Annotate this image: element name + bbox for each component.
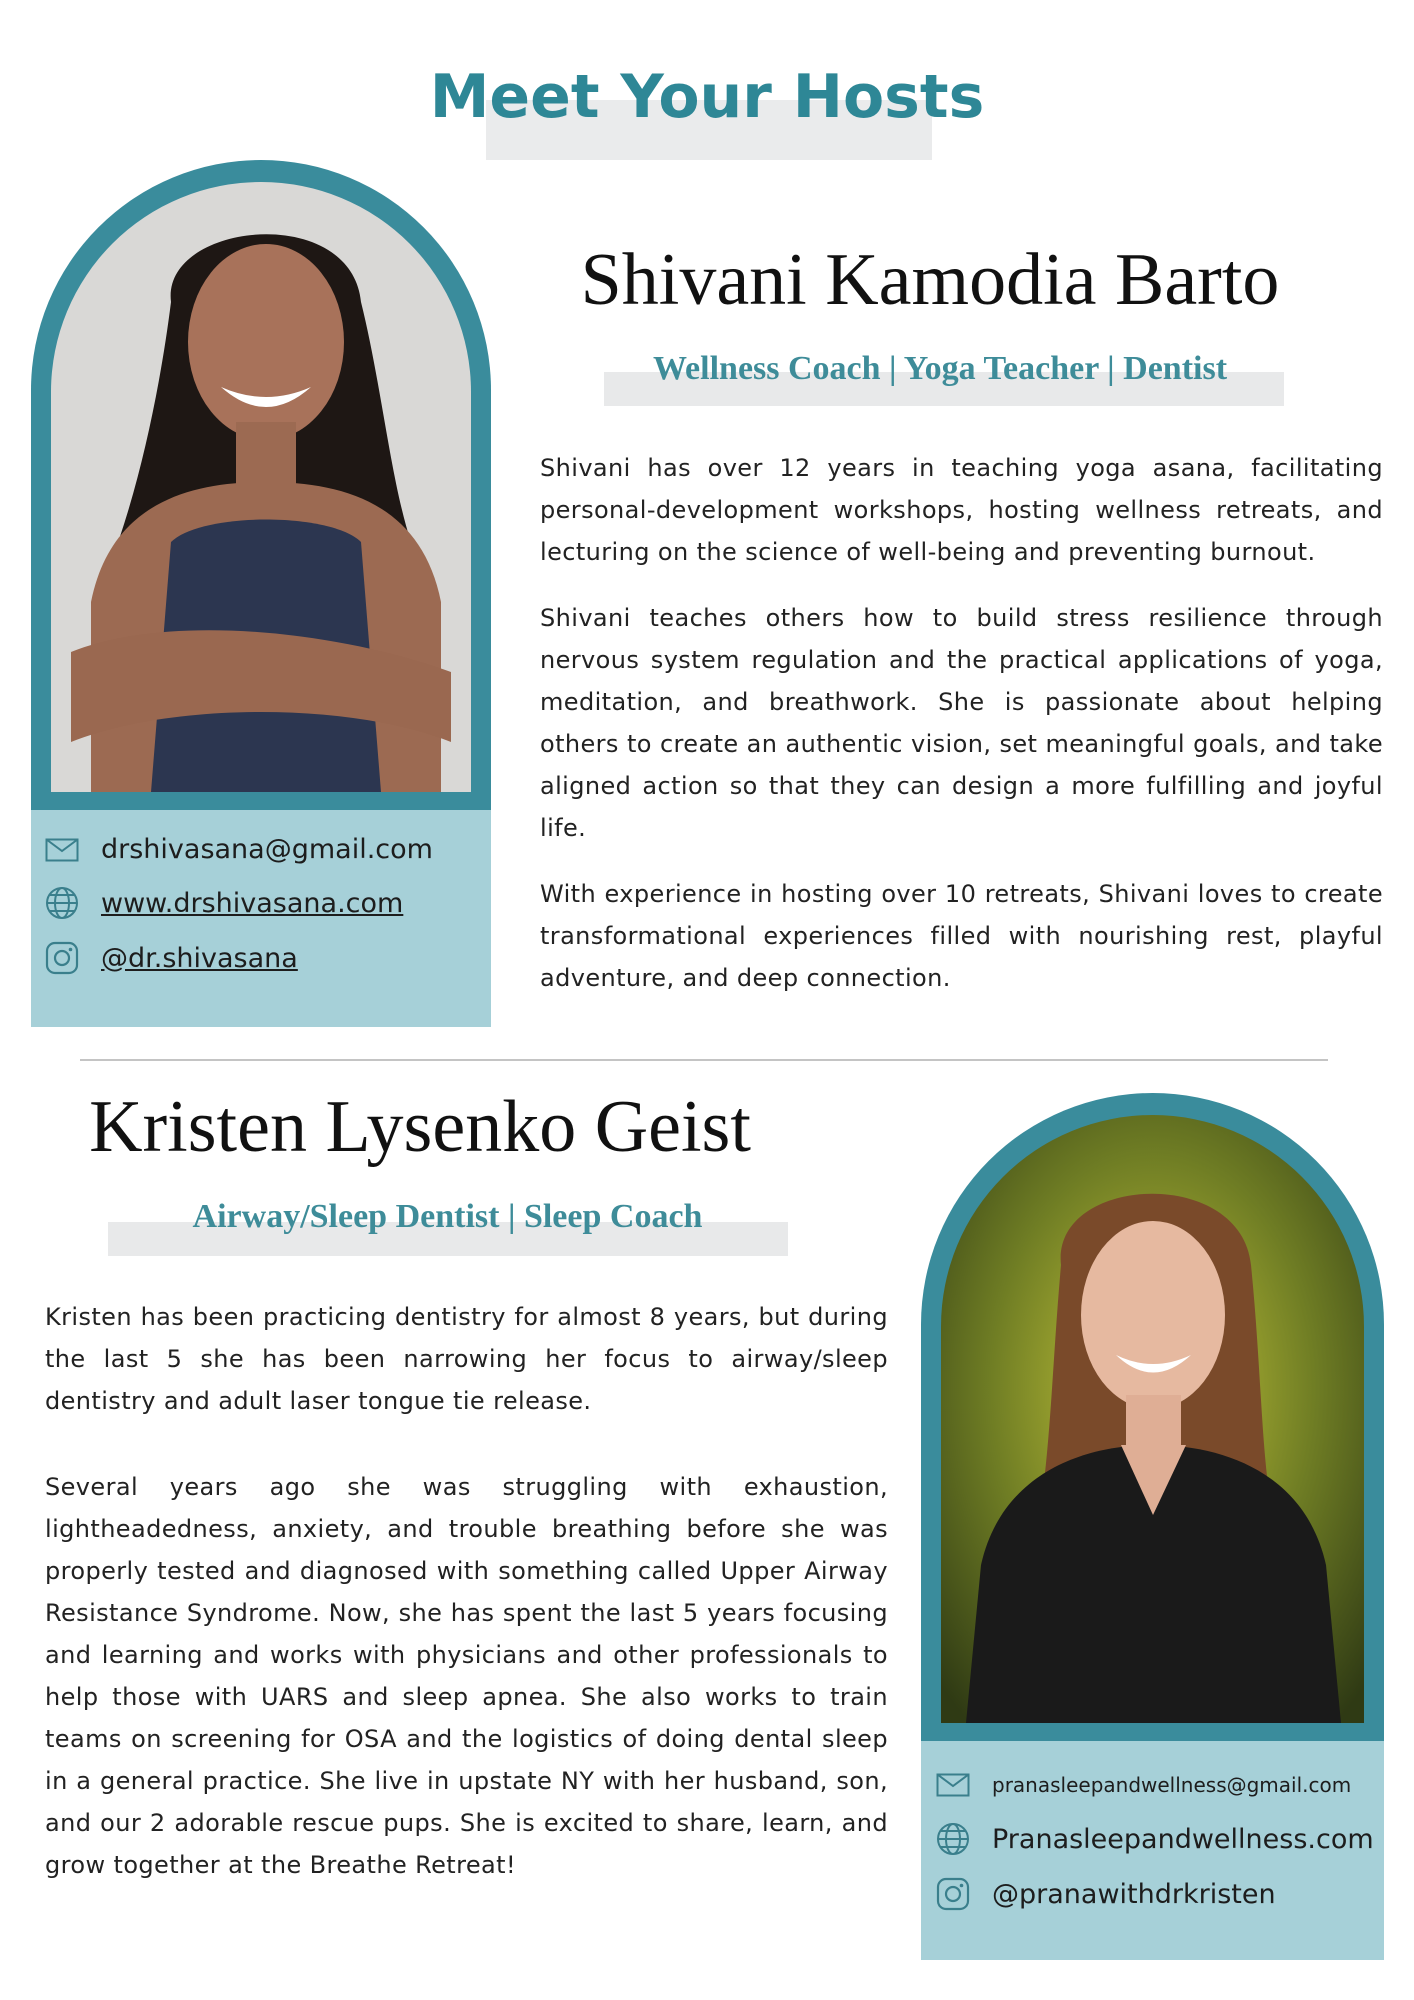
host1-bio [540,447,1383,1023]
globe-icon [936,1822,970,1856]
host2-website-row[interactable] [936,1822,1374,1856]
host2-portrait-illustration [941,1115,1364,1723]
email-icon [45,838,79,862]
host1-bio-paragraph: With experience in hosting over 10 retreats, Shivani loves to create transformational experiences filled with nourishing rest, playful adventure, and deep connection. [540,880,1383,992]
host1-photo [51,182,471,792]
host1-bio-paragraph: Shivani has over 12 years in teaching yoga asana, facilitating personal-development workshops, hosting wellness retreats, and lecturing on the science of well-being and preventing burnout. [540,454,1383,566]
host2-instagram-row[interactable] [936,1877,1276,1911]
host2-photo [941,1115,1364,1723]
instagram-icon [936,1877,970,1911]
host1-portrait-illustration [51,182,471,792]
host2-roles: Airway/Sleep Dentist | Sleep Coach [192,1198,703,1235]
globe-icon [45,886,79,920]
host1-website-row[interactable] [45,886,403,920]
host2-instagram-link[interactable]: @pranawithdrkristen [992,1878,1276,1910]
host1-instagram-link[interactable]: @dr.shivasana [101,942,298,974]
section-divider [80,1059,1328,1061]
host1-email[interactable]: drshivasana@gmail.com [101,834,433,865]
host2-email[interactable]: pranasleepandwellness@gmail.com [992,1773,1352,1797]
host2-photo-frame [921,1093,1384,1741]
host1-photo-frame [31,160,491,810]
instagram-icon [45,941,79,975]
host2-bio-paragraph: Several years ago she was struggling with exhaustion, lightheadedness, anxiety, and trouble breathing before she was properly tested and diagnosed with something called Upper Airway Resistance Syndrome. Now, she has spent the last 5 years focusing and learning and works with physicians and other professionals to help those with UARS and sleep apnea. She also works to train teams on screening for OSA and the logistics of doing dental sleep in a general practice. She live in upstate NY with her husband, son, and our 2 adorable rescue pups. She is excited to share, learn, and grow together at the Breathe Retreat! [45,1473,888,1879]
host1-instagram-row[interactable] [45,941,298,975]
host2-website-link[interactable]: Pranasleepandwellness.com [992,1823,1374,1855]
host2-email-row[interactable] [936,1773,1351,1797]
host2-name: Kristen Lysenko Geist [89,1086,751,1168]
host2-bio-paragraph: Kristen has been practicing dentistry for almost 8 years, but during the last 5 she has been narrowing her focus to airway/sleep dentistry and adult laser tongue tie release. [45,1303,888,1415]
host1-website-link[interactable]: www.drshivasana.com [101,887,404,919]
host2-bio [45,1296,888,1910]
page-title: Meet Your Hosts [429,62,985,132]
host1-bio-paragraph: Shivani teaches others how to build stress resilience through nervous system regulation and the practical applications of yoga, meditation, and breathwork. She is passionate about helping others to create an authentic vision, set meaningful goals, and take aligned action so that they can design a more fulfilling and joyful life. [540,604,1383,842]
email-icon [936,1773,970,1797]
host1-email-row[interactable] [45,834,433,865]
host1-roles: Wellness Coach | Yoga Teacher | Dentist [652,350,1228,387]
host1-name: Shivani Kamodia Barto [580,239,1280,321]
